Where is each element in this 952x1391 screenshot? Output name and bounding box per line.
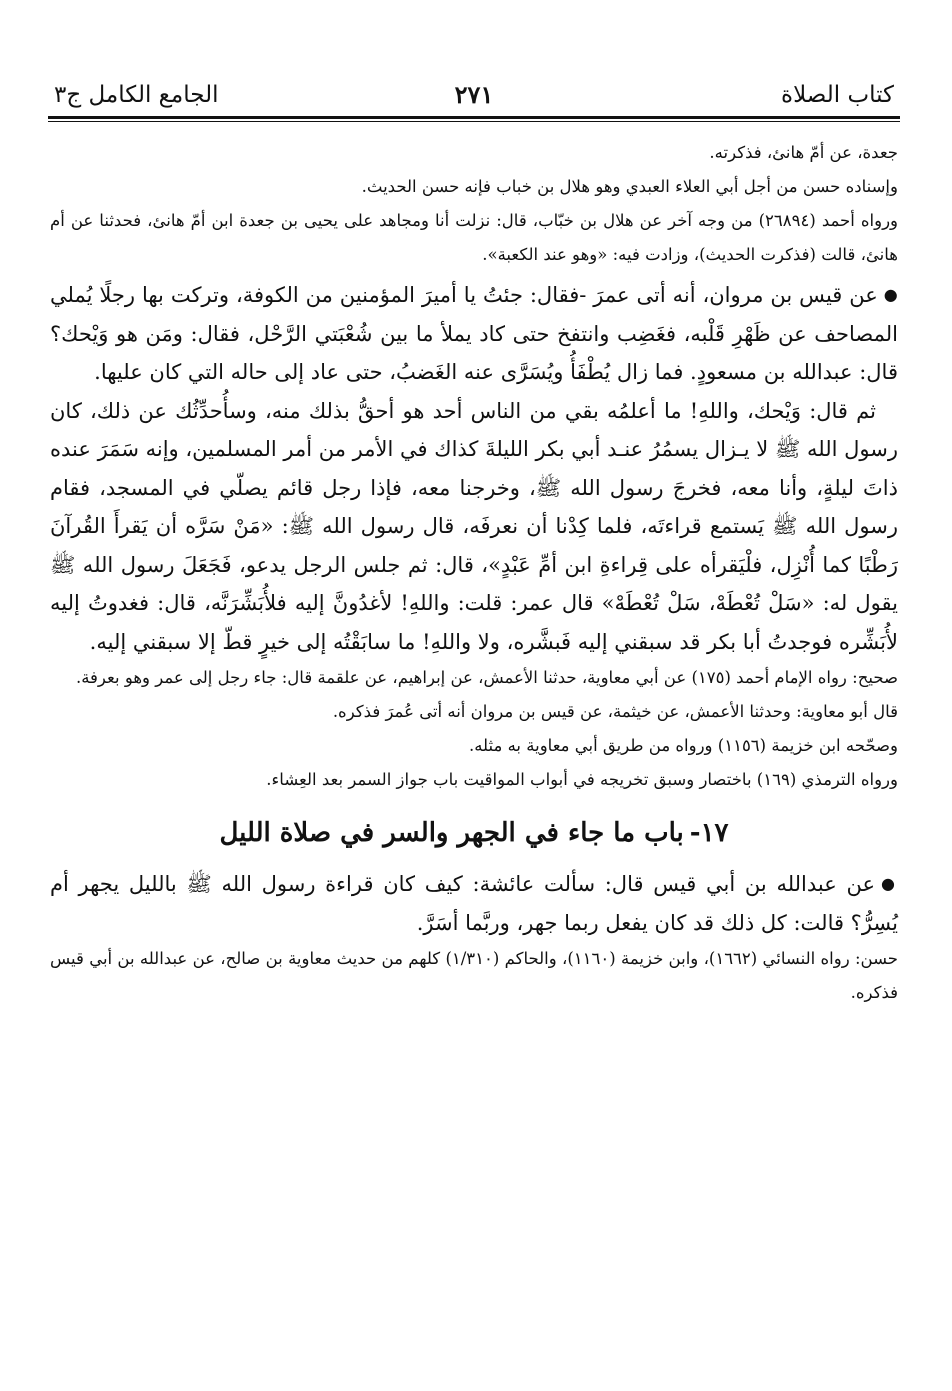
chapter-heading (48, 813, 900, 853)
takhrij-note: ورواه الترمذي (١٦٩) باختصار وسبق تخريجه في أبواب المواقيت باب جواز السمر بعد العِشاء. (266, 770, 898, 789)
header-rule-thin (48, 121, 900, 122)
chapter-number: ١٧- (689, 818, 729, 848)
book-page (48, 66, 900, 1010)
hadith-text: عن عبدالله بن أبي قيس قال: سألت عائشة: كيف كان قراءة رسول الله ﷺ بالليل يجهر أم يُسِرُّ؟ قالت: كل ذلك قد كان يفعل ربما جهر، وربَّما أسَرَّ. (50, 872, 898, 935)
bullet-icon: ● (883, 285, 899, 304)
header-rule-thick (48, 116, 900, 119)
takhrij-note: حسن: رواه النسائي (١٦٦٢)، وابن خزيمة (١١٦٠)، والحاكم (١/٣١٠) كلهم من حديث معاوية بن صالح، عن عبدالله بن أبي قيس فذكره. (50, 949, 898, 1002)
book-title: كتاب الصلاة (781, 82, 894, 108)
takhrij-note: قال أبو معاوية: وحدثنا الأعمش، عن خيثمة، عن قيس بن مروان أنه أتى عُمرَ فذكره. (332, 702, 898, 721)
hadith-text: عن قيس بن مروان، أنه أتى عمرَ -فقال: جئتُ يا أميرَ المؤمنين من الكوفة، وتركت بها رجلًا يُملي المصاحف عن ظَهْرِ قَلْبه، فغَضِب وانتفخ حتى كاد يملأ ما بين شُعْبَتي الرَّحْل، فقال: ومَن هو وَيْحك؟ قال: عبدالله بن مسعودٍ. فما زال يُطْفَأُ ويُسَرَّى عنه الغَضبُ، حتى عاد إلى حاله التي كان عليها. (50, 283, 898, 384)
page-number: ٢٧١ (454, 80, 494, 109)
takhrij-note: صحيح: رواه الإمام أحمد (١٧٥) عن أبي معاوية، حدثنا الأعمش، عن إبراهيم، عن علقمة قال: جاء رجل إلى عمر وهو بعرفة. (75, 668, 898, 687)
hadith-paragraph (48, 865, 900, 942)
note-line: وإسناده حسن من أجل أبي العلاء العبدي وهو هلال بن خباب فإنه حسن الحديث. (361, 177, 898, 196)
note-line: ورواه أحمد (٢٦٨٩٤) من وجه آخر عن هلال بن خبّاب، قال: نزلت أنا ومجاهد على يحيى بن جعدة ابن أمّ هانئ، فحدثنا عن أم هانئ، قالت (فذكرت الحديث)، وزادت فيه: «وهو عند الكعبة». (50, 211, 899, 264)
takhrij-note: وصحّحه ابن خزيمة (١١٥٦) ورواه من طريق أبي معاوية به مثله. (468, 736, 898, 755)
volume-title: الجامع الكامل ج٣ (54, 82, 219, 108)
hadith-paragraph (48, 276, 900, 392)
page-header (48, 66, 900, 110)
bullet-icon: ● (881, 874, 898, 893)
hadith-paragraph: ثم قال: وَيْحك، واللهِ! ما أعلمُه بقي من الناس أحد هو أحقُّ بذلك منه، وسأُحدِّثُك عن ذلك، كان رسول الله ﷺ لا يـزال يسمُرُ عنـد أبي بكر الليلةَ كذاك في الأمر من أمر المسلمين، وإنه سَمَرَ عنده ذاتَ ليلةٍ، وأنا معه، فخرجَ رسول الله ﷺ، وخرجنا معه، فإذا رجل قائم يصلّي في المسجد، فقام رسول الله ﷺ يَستمع قراءتَه، فلما كِدْنا أن نعرفَه، قال رسول الله ﷺ: «مَنْ سَرَّه أن يَقرأَ القُرآنَ رَطْبًا كما أُنْزِل، فلْيَقرأه على قِراءةِ ابن أمِّ عَبْدٍ»، قال: ثم جلس الرجل يدعو، فَجَعَلَ رسول الله ﷺ يقول له: «سَلْ تُعْطَهْ، سَلْ تُعْطَهْ» قال عمر: قلت: واللهِ! لأغدُونَّ إليه فلأُبَشِّرَنَّه، قال: فغدوتُ إليه لأُبَشِّره فوجدتُ أبا بكر قد سبقني إليه فَبشَّره، ولا واللهِ! ما سابَقْتُه إلى خيرٍ قطّ إلا سبقني إليه. (50, 398, 898, 654)
chapter-title: باب ما جاء في الجهر والسر في صلاة الليل (219, 818, 684, 848)
note-line: جعدة، عن أمّ هانئ، فذكرته. (709, 143, 898, 162)
